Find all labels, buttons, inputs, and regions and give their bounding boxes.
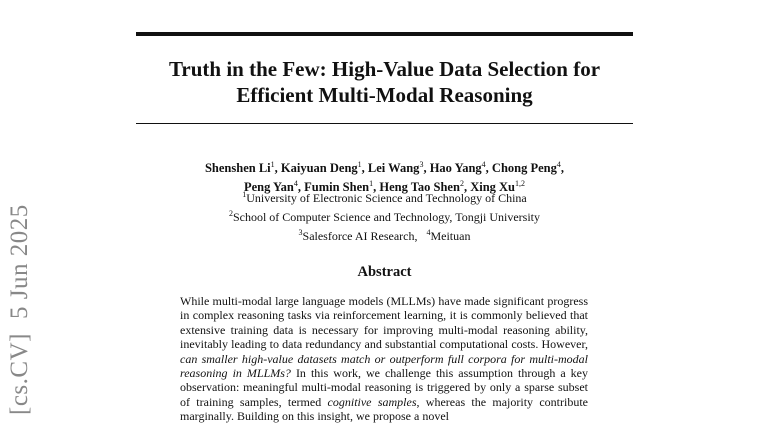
abstract-question: can smaller high-value datasets match or outperform full corpora for multi-modal reasoning in MLLMs? bbox=[180, 351, 588, 381]
author-name: Lei Wang bbox=[367, 161, 420, 176]
author-affil-mark: 2 bbox=[459, 179, 464, 189]
author-line-1: Shenshen Li$^1$, Kaiyuan Deng$^1$, Lei Wang$^3$, Hao Yang$^4$, Chong Peng$^4$, bbox=[204, 160, 564, 176]
title-bottom-rule bbox=[136, 123, 633, 124]
author-name: Shenshen Li bbox=[204, 161, 271, 176]
author-line-2: Peng Yan$^4$, Fumin Shen$^1$, Heng Tao Shen$^2$, Xing Xu$^{1,2}$ bbox=[243, 179, 525, 195]
affiliations bbox=[136, 187, 633, 244]
author-affil-mark: 1,2 bbox=[515, 179, 525, 189]
title-line-2: Efficient Multi-Modal Reasoning bbox=[236, 83, 533, 107]
title-line-1: Truth in the Few: High-Value Data Selection for bbox=[168, 57, 601, 81]
arxiv-date: 5 Jun 2025 bbox=[6, 204, 33, 320]
paper-title bbox=[136, 56, 633, 108]
arxiv-category: [cs.CV] bbox=[6, 333, 33, 415]
author-affil-mark: 1 bbox=[357, 160, 362, 169]
abstract-text: , whereas the majority contribute marginally. Building on this insight, we propose a novel bbox=[180, 394, 589, 424]
author-name: Chong Peng bbox=[491, 161, 557, 176]
author-name: Heng Tao Shen bbox=[379, 180, 460, 195]
abstract-text: In this work, we challenge this assumption through a key observation: meaningful multi-modal reasoning is triggered by only a sparse subset of training samples, termed bbox=[180, 366, 588, 409]
abstract-text: While multi-modal large language models (MLLMs) have made significant progress in complex reasoning tasks via reinforcement learning, it is commonly believed that extensive training data is necessary for improving multi-modal reasoning ability, inevitably leading to data redundancy and substantial computational costs. However, bbox=[180, 294, 588, 352]
author-affil-mark: 3 bbox=[419, 160, 424, 169]
author-name: Kaiyuan Deng bbox=[280, 161, 358, 176]
author-name: Peng Yan bbox=[243, 180, 294, 195]
arxiv-watermark bbox=[6, 204, 34, 415]
author-affil-mark: 1 bbox=[369, 179, 374, 189]
author-name: Fumin Shen bbox=[304, 180, 370, 195]
author-affil-mark: 1 bbox=[270, 160, 275, 169]
affiliation-2: $^2$School of Computer Science and Technology, Tongji University bbox=[228, 209, 541, 224]
author-affil-mark: 4 bbox=[293, 179, 298, 189]
abstract-heading: Abstract bbox=[357, 264, 412, 280]
author-affil-mark: 4 bbox=[481, 160, 486, 169]
abstract-body bbox=[180, 294, 588, 424]
affiliation-1: $^1$University of Electronic Science and Technology of China bbox=[242, 190, 527, 205]
affiliation-3-4: $^3$Salesforce AI Research, $^4$Meituan bbox=[298, 228, 471, 243]
top-rule bbox=[136, 32, 633, 36]
author-name: Hao Yang bbox=[429, 161, 482, 176]
author-affil-mark: 4 bbox=[556, 160, 561, 169]
abstract-term: cognitive samples bbox=[327, 394, 417, 409]
author-name: Xing Xu bbox=[470, 180, 515, 195]
